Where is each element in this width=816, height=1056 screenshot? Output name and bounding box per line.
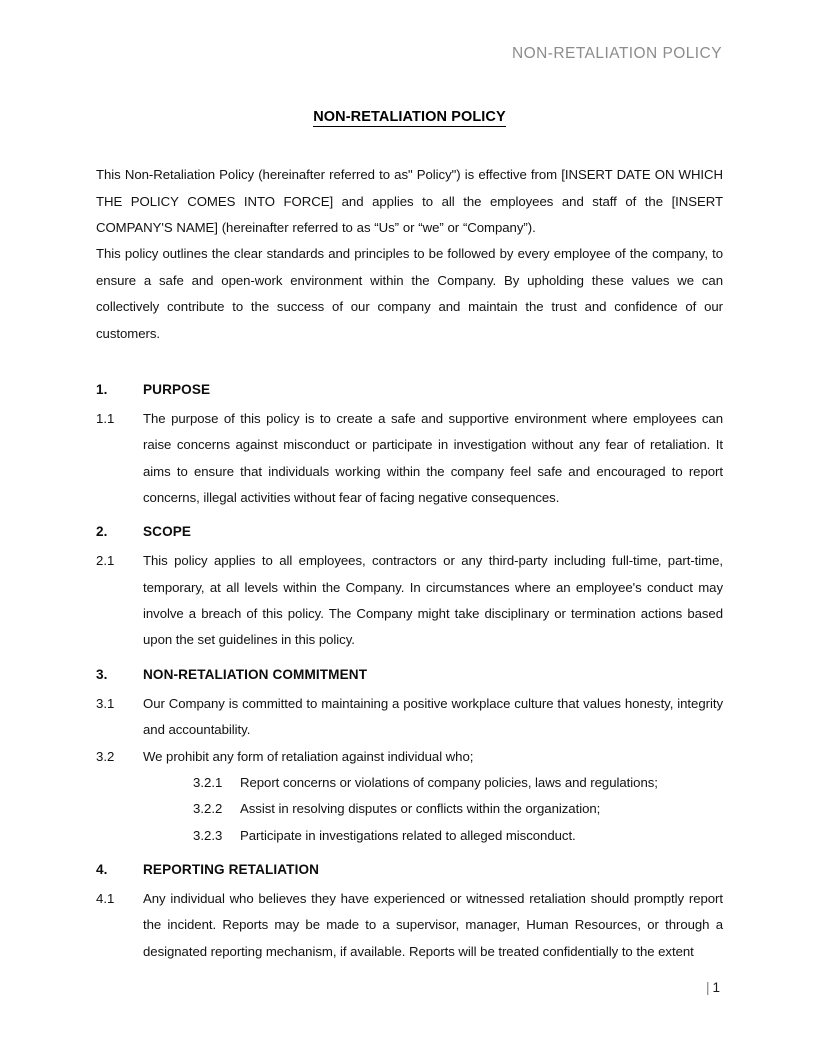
- section-number-2: 2.: [96, 524, 108, 540]
- section-number-3: 3.: [96, 666, 108, 682]
- clause-text-3-2: We prohibit any form of retaliation against individual who;: [143, 748, 474, 764]
- section-label-1: PURPOSE: [143, 381, 211, 397]
- clause-number-4-1: 4.1: [96, 890, 115, 906]
- subclause-3-2-1: [193, 770, 723, 796]
- section-heading-4: [96, 857, 723, 883]
- subclause-3-2-3: [193, 823, 723, 849]
- footer-page-number: 1: [712, 979, 720, 995]
- clause-3-2: [96, 744, 723, 770]
- page-title: [96, 108, 723, 126]
- page-title-text: NON-RETALIATION POLICY: [313, 109, 506, 125]
- intro-paragraph-2: This policy outlines the clear standards and principles to be followed by every employee of the company, to ensure a safe and open-work environment within the Company. By upholding these values we can collectively contribute to the success of our company and maintain the trust and confidence of our customers.: [96, 246, 723, 341]
- section-label-4: REPORTING RETALIATION: [143, 862, 320, 878]
- section-number-4: 4.: [96, 862, 108, 878]
- clause-4-1: [96, 886, 723, 965]
- clause-number-1-1: 1.1: [96, 410, 115, 426]
- section-heading-1: [96, 377, 723, 403]
- subclause-number-3-2-2: 3.2.2: [193, 801, 223, 817]
- clause-text-1-1: The purpose of this policy is to create a safe and supportive environment where employees can raise concerns against misconduct or participate in investigation without any fear of retaliation. It aims to ensure that individuals working within the company feel safe and encouraged to report concerns, illegal activities without fear of facing negative consequences.: [143, 410, 723, 506]
- clause-number-3-2: 3.2: [96, 748, 115, 764]
- clause-number-2-1: 2.1: [96, 553, 115, 569]
- clause-text-3-1: Our Company is committed to maintaining a positive workplace culture that values honesty, integrity and accountability.: [143, 695, 723, 738]
- section-number-1: 1.: [96, 381, 108, 397]
- running-header: NON-RETALIATION POLICY: [512, 45, 722, 62]
- clause-number-3-1: 3.1: [96, 695, 115, 711]
- section-heading-2: [96, 519, 723, 545]
- subclause-number-3-2-1: 3.2.1: [193, 774, 223, 790]
- subclause-number-3-2-3: 3.2.3: [193, 827, 223, 843]
- clause-text-2-1: This policy applies to all employees, contractors or any third-party including full-time, part-time, temporary, at all levels within the Company. In circumstances where an employee's conduct may involve a breach of this policy. The Company might take disciplinary or termination actions based upon the set guidelines in this policy.: [143, 553, 723, 648]
- section-heading-3: [96, 662, 723, 688]
- spacer: [96, 347, 723, 369]
- page-footer: [96, 980, 720, 996]
- subclause-text-3-2-1: Report concerns or violations of company policies, laws and regulations;: [240, 774, 658, 790]
- subclause-text-3-2-3: Participate in investigations related to alleged misconduct.: [240, 827, 576, 843]
- subclause-3-2-2: [193, 796, 723, 822]
- clause-text-4-1: Any individual who believes they have experienced or witnessed retaliation should promptly report the incident. Reports may be made to a supervisor, manager, Human Resources, or through a designated reporting mechanism, if available. Reports will be treated confidentially to the extent: [143, 890, 723, 959]
- clause-1-1: [96, 406, 723, 512]
- footer-separator: |: [705, 979, 710, 995]
- section-label-2: SCOPE: [143, 524, 192, 540]
- intro-paragraph-1: This Non-Retaliation Policy (hereinafter referred to as" Policy") is effective from [INSERT DATE ON WHICH THE POLICY COMES INTO FORCE] and applies to all the employees and staff of the [INSERT COMPANY'S NAME] (hereinafter referred to as “Us” or “we” or “Company”).: [96, 167, 723, 235]
- clause-2-1: [96, 548, 723, 654]
- clause-3-1: [96, 691, 723, 744]
- document-body: [96, 108, 723, 965]
- subclause-text-3-2-2: Assist in resolving disputes or conflicts within the organization;: [240, 801, 601, 817]
- section-label-3: NON-RETALIATION COMMITMENT: [143, 666, 368, 682]
